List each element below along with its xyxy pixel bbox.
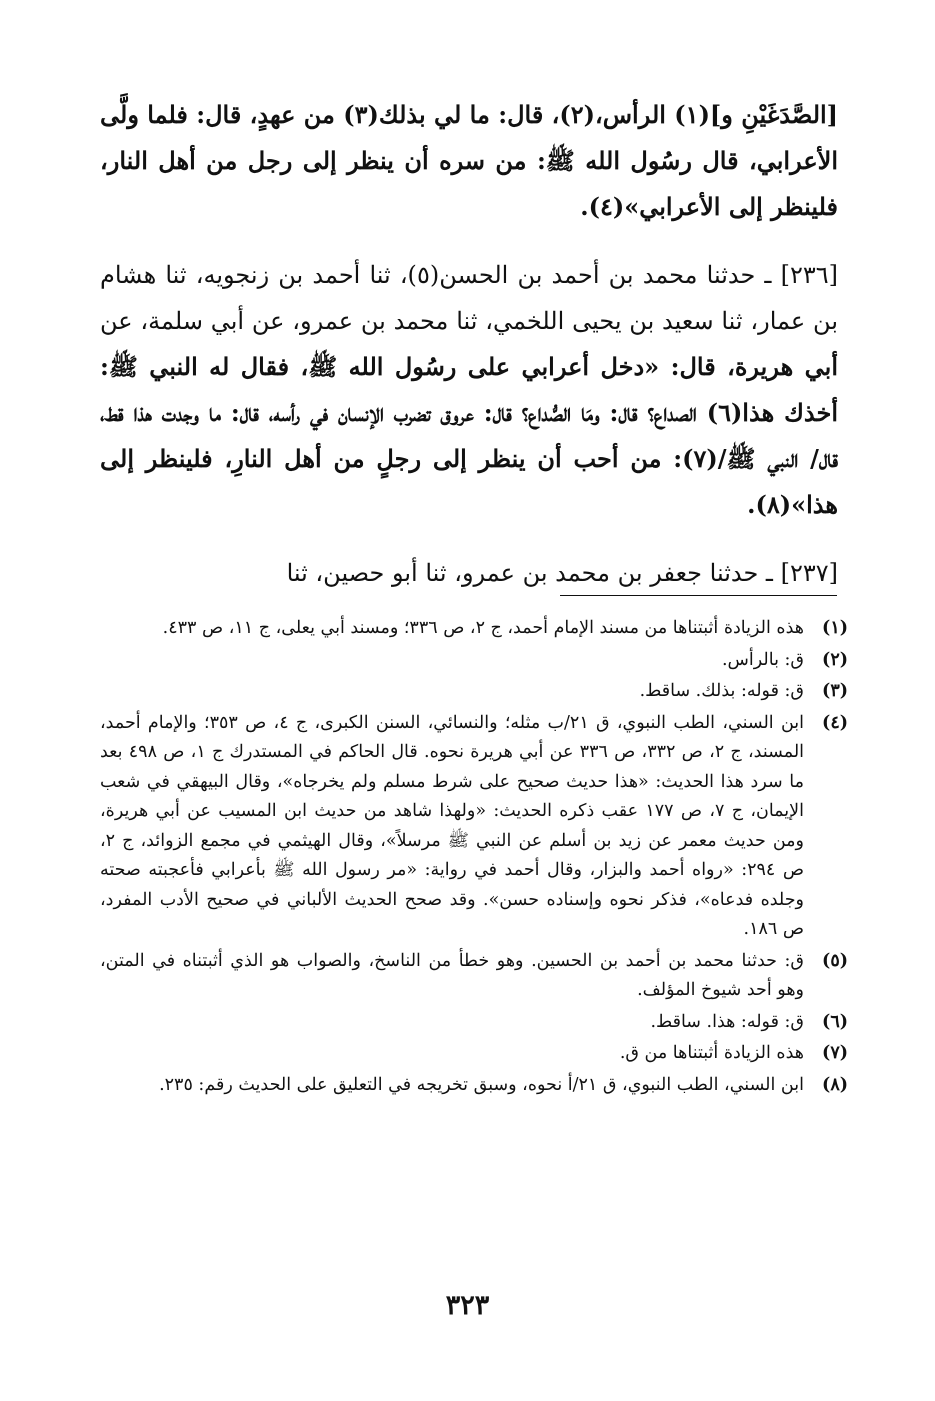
footnote-text: ابن السني، الطب النبوي، ق ٢١/أ نحوه، وسبق تخريجه في التعليق على الحديث رقم: ٢٣٥. — [159, 1074, 804, 1095]
paragraph-hadith-237-start: [٢٣٧] ـ حدثنا جعفر بن محمد بن عمرو، ثنا أبو حصين، ثنا — [286, 559, 838, 587]
footnote-number: (٢) — [822, 649, 848, 670]
footnote-text: ق: قوله: بذلك. ساقط. — [639, 681, 804, 701]
footnote-number: (٨) — [822, 1074, 848, 1095]
footnote-number: (٣) — [822, 681, 848, 701]
footnote-2 — [100, 646, 848, 676]
footnote-3 — [100, 677, 848, 707]
hadith-236-matn: أبي هريرة، قال: «دخل أعرابي على رسُول الله ﷺ، فقال له النبي ﷺ: أخذك هذا(٦) الصداع؟ قال: ومَا الصُّداع؟ قال: عروق تضرب الإنسان في رأسه، قال: ما وجدت هذا قط، قال/ النبي ﷺ/(٧): من أحب أن ينظر إلى رجلٍ من أهل النارِ، فلينظر إلى هذا»(٨). — [100, 352, 839, 519]
footnote-number: (١) — [822, 618, 848, 638]
footnote-1 — [100, 614, 848, 644]
footnote-text: هذه الزيادة أثبتناها من مسند الإمام أحمد، ج ٢، ص ٣٣٦؛ ومسند أبي يعلى، ج ١١، ص ٤٣٣. — [162, 618, 804, 638]
footnote-number: (٧) — [822, 1043, 848, 1063]
main-text — [100, 92, 838, 618]
footnote-text: ق: بالرأس. — [721, 649, 804, 670]
footnotes-list — [100, 614, 848, 1102]
paragraph-hadith-235-end: [الصَّدَغَيْنِ و](١) الرأس،(٢)، قال: ما لي بذلك(٣) من عهدٍ، قال: فلما ولَّى الأعرابي، قال رسُول الله ﷺ: من سره أن ينظر إلى رجل من أهل النار، فلينظر إلى الأعرابي»(٤). — [100, 100, 839, 221]
footnote-8 — [100, 1071, 848, 1101]
hadith-236-isnad: [٢٣٦] ـ حدثنا محمد بن أحمد بن الحسن(٥)، ثنا أحمد بن زنجويه، ثنا هشام بن عمار، ثنا سعيد بن يحيى اللخمي، ثنا محمد بن عمرو، عن أبي سلمة، عن — [100, 261, 839, 335]
footnote-6 — [100, 1008, 848, 1038]
footnote-number: (٦) — [822, 1011, 848, 1032]
footnote-text: ابن السني، الطب النبوي، ق ٢١/ب مثله؛ والنسائي، السنن الكبرى، ج ٤، ص ٣٥٣؛ والإمام أحمد، المسند، ج ٢، ص ٣٣٢، ص ٣٣٦ عن أبي هريرة نحوه. قال الحاكم في المستدرك ج ١، ص ٤٩٨ بعد ما سرد هذا الحديث: «هذا حديث صحيح على شرط مسلم ولم يخرجاه»، وقال البيهقي في شعب الإيمان، ج ٧، ص ١٧٧ عقب ذكره الحديث: «ولهذا شاهد من حديث ابن المسيب عن أبي هريرة، ومن حديث معمر عن زيد بن أسلم عن النبي ﷺ مرسلاً»، وقال الهيثمي في مجمع الزوائد، ج ٢، ص ٢٩٤: «رواه أحمد والبزار، وقال أحمد في رواية: «مر رسول الله ﷺ بأعرابي فأعجبته صحته وجلده فدعاه»، فذكر نحوه وإسناده حسن». وقد صحح الحديث الألباني في صحيح الأدب المفرد، ص ١٨٦. — [100, 712, 805, 939]
footnote-5 — [100, 947, 848, 1006]
paragraph-hadith-236 — [100, 252, 838, 528]
footnote-text: ق: حدثنا محمد بن أحمد بن الحسين. وهو خطأ من الناسخ، والصواب هو الذي أثبتناه في المتن، وهو أحد شيوخ المؤلف. — [100, 950, 804, 1000]
footnote-number: (٤) — [822, 712, 848, 733]
footnote-text: هذه الزيادة أثبتناها من ق. — [619, 1043, 804, 1063]
footnote-separator — [560, 595, 837, 596]
footnote-7 — [100, 1039, 848, 1069]
footnote-4 — [100, 709, 848, 945]
page-number: ٣٢٣ — [445, 1290, 490, 1321]
footnote-number: (٥) — [822, 950, 848, 971]
footnote-text: ق: قوله: هذا. ساقط. — [650, 1011, 804, 1032]
